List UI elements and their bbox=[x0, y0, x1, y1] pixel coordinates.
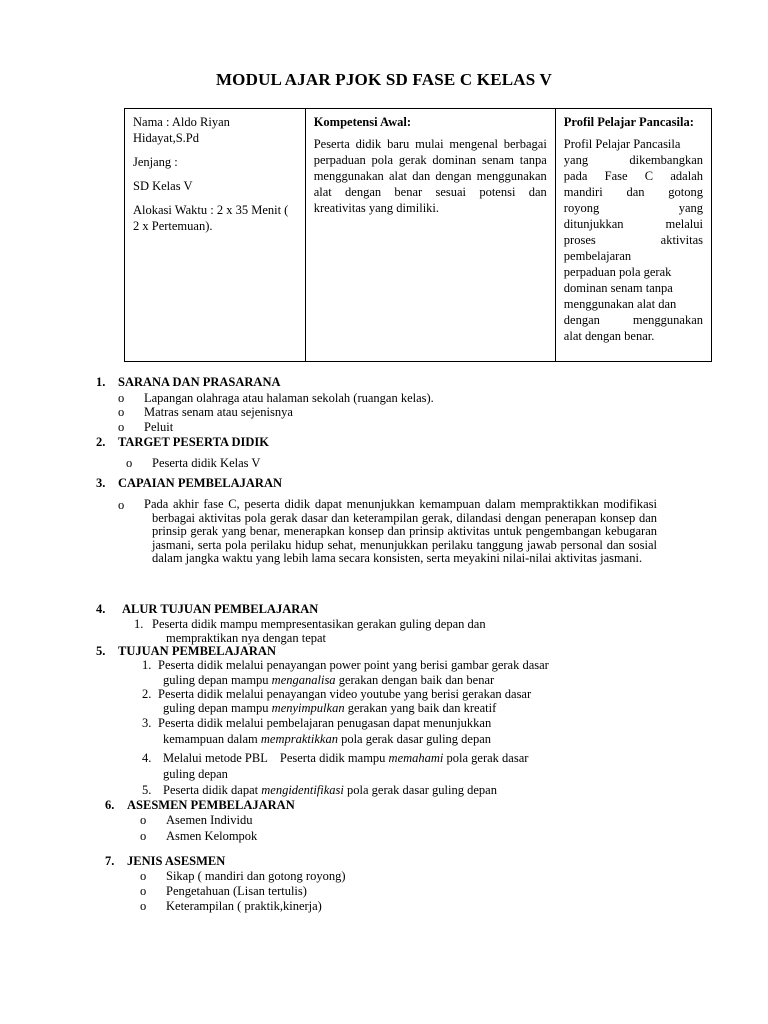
bullet-icon: o bbox=[118, 420, 125, 434]
section-5-heading bbox=[96, 644, 276, 659]
section-number: 4. bbox=[96, 602, 106, 616]
section-title: TARGET PESERTA DIDIK bbox=[118, 435, 269, 449]
jenjang-label: Jenjang : bbox=[133, 155, 178, 169]
bullet-icon: o bbox=[126, 456, 133, 470]
jenjang-value: SD Kelas V bbox=[133, 179, 193, 193]
profil-line: dengan menggunakan bbox=[563, 313, 703, 327]
list-item: o Peserta didik Kelas V bbox=[126, 456, 261, 470]
section-7-heading bbox=[105, 854, 225, 869]
profil-line: alat dengan benar. bbox=[563, 329, 655, 343]
list-item: o Peluit bbox=[118, 420, 174, 434]
bullet-icon: o bbox=[140, 813, 147, 827]
list-item-continuation: guling depan mampu menganalisa gerakan dengan baik dan benar bbox=[163, 673, 495, 687]
profil-line: pembelajaran bbox=[563, 249, 632, 263]
bullet-icon: o bbox=[140, 829, 147, 843]
list-item: 5. Peserta didik dapat mengidentifikasi pola gerak dasar guling depan bbox=[142, 783, 497, 797]
profil-line: perpaduan pola gerak bbox=[563, 265, 672, 279]
profil-line: ditunjukkan melalui bbox=[563, 217, 703, 231]
profil-line: pada Fase C adalah bbox=[563, 169, 703, 183]
kompetensi-cell bbox=[305, 109, 555, 362]
section-2-heading bbox=[96, 435, 269, 450]
bullet-icon: o bbox=[140, 884, 147, 898]
list-item-continuation: mempraktikan nya dengan tepat bbox=[166, 631, 327, 645]
list-item: o Asemen Individu bbox=[140, 813, 253, 827]
list-item: 1. Peserta didik melalui penayangan power point yang berisi gambar gerak dasar bbox=[142, 658, 549, 672]
section-4-heading bbox=[96, 602, 318, 617]
list-item: o Matras senam atau sejenisnya bbox=[118, 405, 293, 419]
list-item: 2. Peserta didik melalui penayangan video youtube yang berisi gerakan dasar bbox=[142, 687, 532, 701]
bullet-icon: o bbox=[140, 869, 147, 883]
list-item: o Sikap ( mandiri dan gotong royong) bbox=[140, 869, 346, 883]
list-item: o Keterampilan ( praktik,kinerja) bbox=[140, 899, 322, 913]
profil-line: Profil Pelajar Pancasila bbox=[563, 137, 681, 151]
section-title: CAPAIAN PEMBELAJARAN bbox=[118, 476, 283, 490]
bullet-icon: o bbox=[118, 405, 125, 419]
section-number: 1. bbox=[96, 375, 106, 389]
section-title: SARANA DAN PRASARANA bbox=[118, 375, 281, 389]
page-title: MODUL AJAR PJOK SD FASE C KELAS V bbox=[215, 70, 553, 89]
kompetensi-text: Peserta didik baru mulai mengenal berbagai perpaduan pola gerak dominan senam tanpa menggunakan alat dan dengan menggunakan alat dengan benar sesuai potensi dan kreativitas yang dimiliki. bbox=[313, 137, 547, 215]
section-6-heading bbox=[105, 798, 295, 813]
profil-line: mandiri dan gotong bbox=[563, 185, 703, 199]
bullet-icon: o bbox=[140, 899, 147, 913]
list-item: o Pengetahuan (Lisan tertulis) bbox=[140, 884, 307, 898]
profil-title: Profil Pelajar Pancasila: bbox=[563, 115, 694, 129]
list-item: 3. Peserta didik melalui pembelajaran penugasan dapat menunjukkan bbox=[142, 716, 492, 730]
bullet-icon: o bbox=[118, 391, 125, 405]
section-3-heading bbox=[96, 476, 282, 491]
list-item: o Lapangan olahraga atau halaman sekolah (ruangan kelas). bbox=[118, 391, 434, 405]
profil-line: dominan senam tanpa bbox=[563, 281, 673, 295]
list-item: 4. Melalui metode PBL Peserta didik mampu memahami pola gerak dasar bbox=[142, 751, 529, 765]
section-number: 7. bbox=[105, 854, 115, 868]
list-item: o Asmen Kelompok bbox=[140, 829, 258, 843]
section-title: ASESMEN PEMBELAJARAN bbox=[127, 798, 295, 812]
section-title: ALUR TUJUAN PEMBELAJARAN bbox=[122, 602, 319, 616]
section-title: JENIS ASESMEN bbox=[127, 854, 226, 868]
section-number: 3. bbox=[96, 476, 106, 490]
profil-line: yang dikembangkan bbox=[563, 153, 703, 167]
profil-line: royong yang bbox=[563, 201, 703, 215]
capaian-paragraph: Pada akhir fase C, peserta didik dapat menunjukkan kemampuan dalam mempraktikkan modifikasi berbagai aktivitas pola gerak dasar dan keterampilan gerak, dilandasi dengan penerapan konsep dan prinsip gerak yang benar, menerapkan konsep dan prinsip aktivitas untuk pengembangan kebugaran jasmani, serta pola perilaku hidup sehat, menunjukkan perilaku tanggung jawab personal dan sosial dalam jangka waktu yang lebih lama secara konsisten, serta meyakini nilai-nilai aktivitas jasmani. bbox=[144, 497, 657, 566]
teacher-name: Nama : Aldo Riyan Hidayat,S.Pd bbox=[133, 115, 230, 145]
profil-line: proses aktivitas bbox=[563, 233, 703, 247]
info-table bbox=[124, 108, 712, 362]
alokasi-waktu: Alokasi Waktu : 2 x 35 Menit ( 2 x Pertemuan). bbox=[133, 203, 289, 233]
kompetensi-title: Kompetensi Awal: bbox=[313, 115, 412, 129]
section-number: 6. bbox=[105, 798, 115, 812]
list-item-continuation: guling depan bbox=[163, 767, 228, 781]
section-number: 5. bbox=[96, 644, 106, 658]
identity-cell bbox=[125, 109, 306, 362]
section-number: 2. bbox=[96, 435, 106, 449]
section-1-heading bbox=[96, 375, 281, 390]
profil-line: menggunakan alat dan bbox=[563, 297, 677, 311]
list-item-continuation: kemampuan dalam mempraktikkan pola gerak dasar guling depan bbox=[163, 732, 492, 746]
section-title: TUJUAN PEMBELAJARAN bbox=[118, 644, 276, 658]
list-item-continuation: guling depan mampu menyimpulkan gerakan yang baik dan kreatif bbox=[163, 701, 497, 715]
bullet-icon: o bbox=[118, 498, 125, 512]
list-item: 1. Peserta didik mampu mempresentasikan gerakan guling depan dan bbox=[134, 617, 486, 631]
profil-cell bbox=[555, 109, 711, 362]
